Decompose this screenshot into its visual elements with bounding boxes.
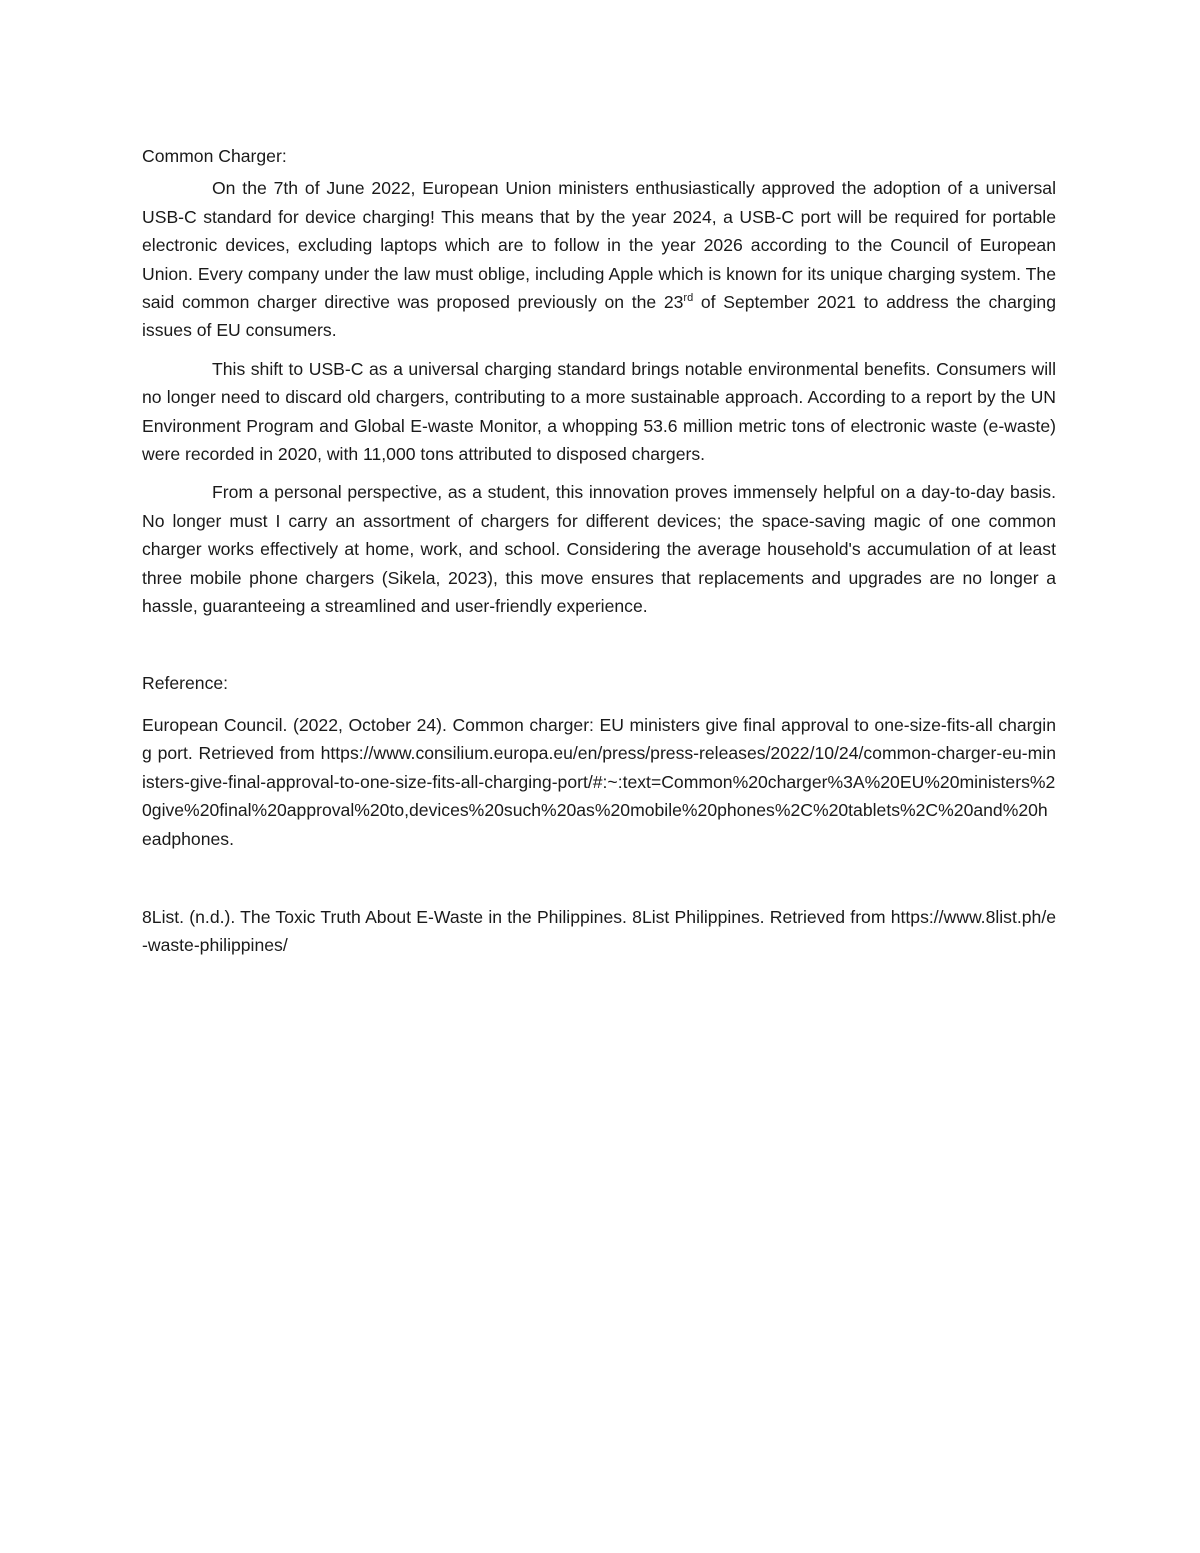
paragraph-1-text-end: of September 2021 to address the charging issues of EU consumers. [142, 292, 1056, 341]
reference-item-8list: 8List. (n.d.). The Toxic Truth About E-Waste in the Philippines. 8List Philippines. Retrieved from https://www.8list.ph/e-waste-philippines/ [142, 906, 1056, 956]
reference-item-european-council: European Council. (2022, October 24). Common charger: EU ministers give final approval to one-size-fits-all charging port. Retrieved from https://www.consilium.europa.eu/en/press/press-releases/2022/10/24/common-charger-eu-ministers-give-final-approval-to-one-size-fits-all-charging-port/#:~:text=Common%20charger%3A%20EU%20ministers%20give%20final%20approval%20to,devices%20such%20as%20mobile%20phones%2C%20tablets%2C%20and%20headphones. [142, 714, 1056, 849]
document-body [142, 142, 1056, 960]
ordinal-superscript: rd [683, 292, 694, 305]
paragraph-environmental-benefits: This shift to USB-C as a universal charging standard brings notable environmental benefits. Consumers will no longer need to discard old chargers, contributing to a more sustainable approach. According to a report by the UN Environment Program and Global E-waste Monitor, a whopping 53.6 million metric tons of electronic waste (e-waste) were recorded in 2020, with 11,000 tons attributed to disposed chargers. [142, 358, 1056, 465]
references-heading: Reference: [142, 672, 229, 693]
paragraph-1-text: On the 7th of June 2022, European Union ministers enthusiastically approved the adoption of a universal USB-C standard for device charging! This means that by the year 2024, a USB-C port will be required for portable electronic devices, excluding laptops which are to follow in the year 2026 according to the Council of European Union. Every company under the law must oblige, including Apple which is known for its unique charging system. The said common charger directive was proposed previously on the 23 [142, 178, 1056, 313]
document-heading: Common Charger: [142, 146, 287, 166]
paragraph-usb-c-adoption [142, 174, 1056, 344]
paragraph-personal-perspective: From a personal perspective, as a student, this innovation proves immensely helpful on a day-to-day basis. No longer must I carry an assortment of chargers for different devices; the space-saving magic of one common charger works effectively at home, work, and school. Considering the average household's accumulation of at least three mobile phone chargers (Sikela, 2023), this move ensures that replacements and upgrades are no longer a hassle, guaranteeing a streamlined and user-friendly experience. [142, 482, 1056, 617]
